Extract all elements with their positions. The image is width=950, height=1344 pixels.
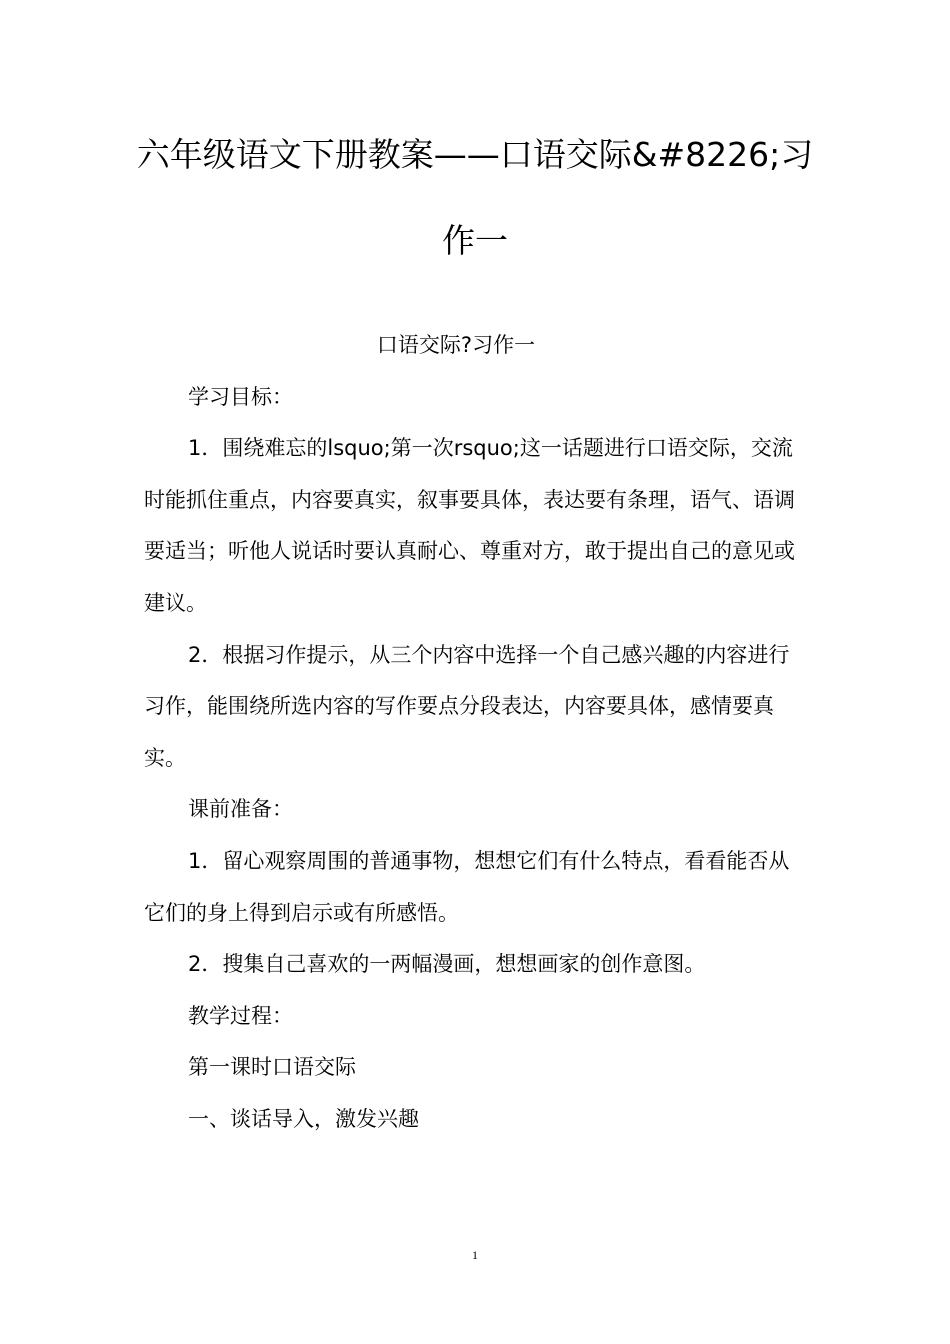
document-body <box>144 320 808 1146</box>
goal-item-2: 2．根据习作提示，从三个内容中选择一个自己感兴趣的内容进行习作，能围绕所选内容的写作要点分段表达，内容要具体，感情要真实。 <box>144 642 790 770</box>
preparation-item-2: 2．搜集自己喜欢的一两幅漫画，想想画家的创作意图。 <box>188 952 706 977</box>
heading-learning-goals: 学习目标： <box>188 384 293 409</box>
preparation-item-1: 1．留心观察周围的普通事物，想想它们有什么特点，看看能否从它们的身上得到启示或有所感悟。 <box>144 848 790 925</box>
goal-item-1: 1．围绕难忘的lsquo;第一次rsquo;这一话题进行口语交际，交流时能抓住重点，内容要真实，叙事要具体，表达要有条理，语气、语调要适当；听他人说话时要认真耐心、尊重对方，敢于提出自己的意见或建议。 <box>144 436 795 615</box>
lesson-one-heading: 第一课时口语交际 <box>188 1055 356 1080</box>
section-subtitle: 口语交际?习作一 <box>376 333 536 357</box>
page-number: 1 <box>472 1248 478 1262</box>
heading-teaching-process: 教学过程： <box>188 1003 293 1028</box>
step-one-heading: 一、谈话导入，激发兴趣 <box>188 1106 419 1131</box>
heading-preparation: 课前准备： <box>188 797 293 822</box>
document-title: 六年级语文下册教案——口语交际&#8226;习作一 <box>136 135 814 260</box>
